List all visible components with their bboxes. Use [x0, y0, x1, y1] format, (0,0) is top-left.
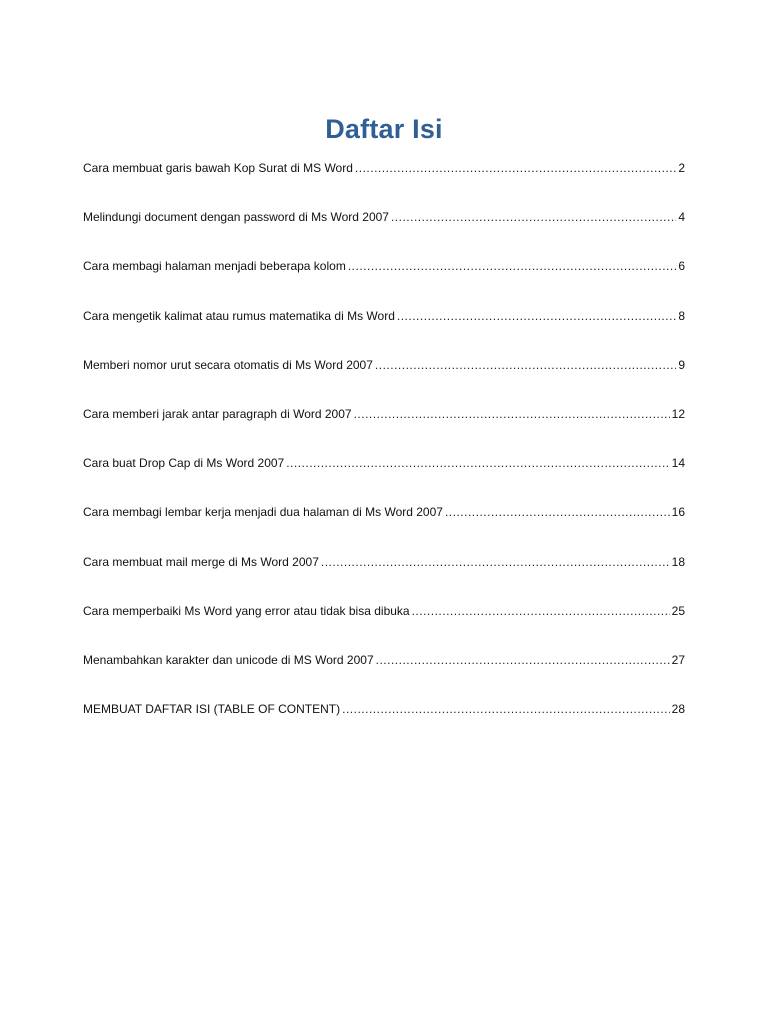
toc-page-number: 6 [678, 259, 685, 274]
toc-dot-leader [397, 307, 676, 326]
toc-entry-title: Cara membuat garis bawah Kop Surat di MS Word [83, 161, 353, 175]
toc-entry-title: Cara membuat mail merge di Ms Word 2007 [83, 554, 319, 569]
toc-page-number: 16 [671, 505, 685, 520]
toc-entry[interactable] [83, 553, 685, 572]
page-title: Daftar Isi [325, 114, 443, 144]
toc-entry-title: Menambahkan karakter dan unicode di MS Word 2007 [83, 652, 374, 667]
toc-entry[interactable] [83, 356, 685, 375]
toc-dot-leader [286, 454, 669, 473]
toc-page-number: 4 [678, 210, 685, 225]
toc-entry-title: MEMBUAT DAFTAR ISI (TABLE OF CONTENT) [83, 702, 341, 717]
toc-entry[interactable] [83, 454, 685, 473]
toc-entry-title: Cara memberi jarak antar paragraph di Word 2007 [83, 406, 352, 421]
toc-entry-title: Melindungi document dengan password di Ms Word 2007 [83, 210, 389, 225]
toc-entry[interactable] [83, 208, 685, 227]
toc-entry-title: Cara membagi halaman menjadi beberapa kolom [83, 259, 346, 274]
toc-dot-leader [342, 700, 670, 719]
toc-entry-title: Cara membagi lembar kerja menjadi dua halaman di Ms Word 2007 [83, 505, 443, 520]
toc-page-number: 9 [678, 357, 685, 372]
toc-dot-leader [376, 651, 670, 670]
toc-entry[interactable] [83, 700, 685, 719]
toc-dot-leader [355, 159, 676, 178]
toc-page-number: 8 [678, 308, 685, 323]
toc-dot-leader [412, 602, 670, 621]
toc-page-number: 12 [671, 406, 685, 421]
toc-entry[interactable] [83, 405, 685, 424]
toc-entry-title: Cara mengetik kalimat atau rumus matematika di Ms Word [83, 308, 395, 323]
toc-page-number: 25 [671, 603, 685, 618]
toc-page-number: 2 [678, 161, 685, 175]
toc-entry[interactable] [83, 257, 685, 276]
toc-entry[interactable] [83, 159, 685, 178]
toc-dot-leader [391, 208, 676, 227]
toc-page-number: 18 [671, 554, 685, 569]
toc-dot-leader [354, 405, 670, 424]
toc-page-number: 28 [671, 702, 685, 717]
toc-entry-title: Memberi nomor urut secara otomatis di Ms Word 2007 [83, 357, 373, 372]
toc-dot-leader [445, 503, 670, 522]
toc-entry[interactable] [83, 503, 685, 522]
toc-dot-leader [375, 356, 676, 375]
toc-entry[interactable] [83, 307, 685, 326]
toc-dot-leader [348, 257, 677, 276]
toc-entry-title: Cara memperbaiki Ms Word yang error atau tidak bisa dibuka [83, 603, 410, 618]
toc-page-number: 27 [671, 652, 685, 667]
toc-entry[interactable] [83, 651, 685, 670]
table-of-contents [83, 159, 685, 749]
toc-page-number: 14 [671, 456, 685, 471]
toc-entry[interactable] [83, 602, 685, 621]
toc-dot-leader [321, 553, 670, 572]
toc-entry-title: Cara buat Drop Cap di Ms Word 2007 [83, 456, 285, 471]
